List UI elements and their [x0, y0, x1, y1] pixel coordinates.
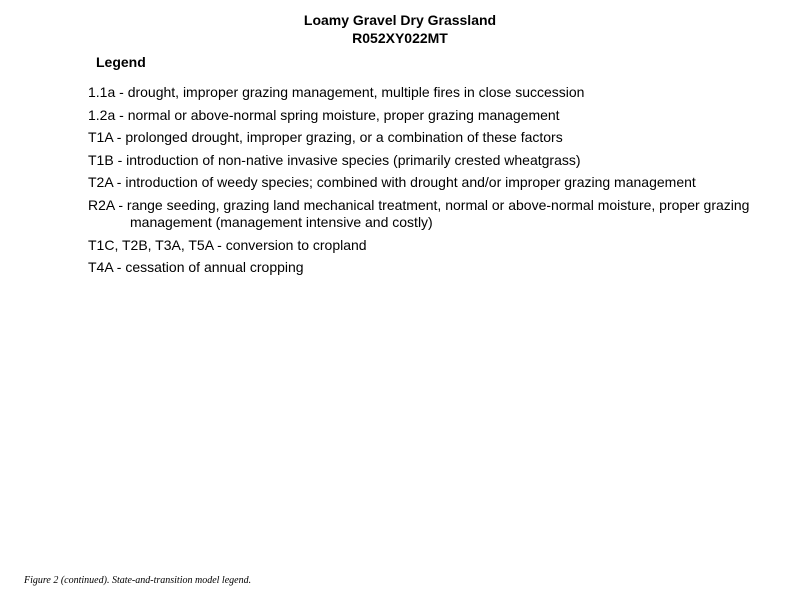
page-title: Loamy Gravel Dry Grassland	[303, 12, 497, 28]
legend-item-t1a: T1A - prolonged drought, improper grazing, or a combination of these factors	[88, 129, 563, 146]
figure-caption: Figure 2 (continued). State-and-transition model legend.	[24, 575, 252, 586]
legend-item-1-1a: 1.1a - drought, improper grazing management, multiple fires in close succession	[88, 84, 585, 100]
legend-item-t4a: T4A - cessation of annual cropping	[88, 259, 304, 276]
legend-item-r2a: R2A - range seeding, grazing land mechanical treatment, normal or above-normal moisture, proper grazing management (management intensive and costly)	[88, 196, 750, 230]
legend-item-t1b: T1B - introduction of non-native invasive species (primarily crested wheatgrass)	[88, 151, 581, 168]
legend-item-t2a: T2A - introduction of weedy species; combined with drought and/or improper grazing management	[88, 174, 696, 191]
legend-heading: Legend	[96, 54, 146, 70]
legend-item-t1c-t2b-t3a-t5a: T1C, T2B, T3A, T5A - conversion to cropland	[88, 236, 367, 253]
legend-list	[88, 84, 778, 282]
legend-item-1-2a: 1.2a - normal or above-normal spring moisture, proper grazing management	[88, 106, 560, 123]
site-code: R052XY022MT	[352, 30, 448, 46]
